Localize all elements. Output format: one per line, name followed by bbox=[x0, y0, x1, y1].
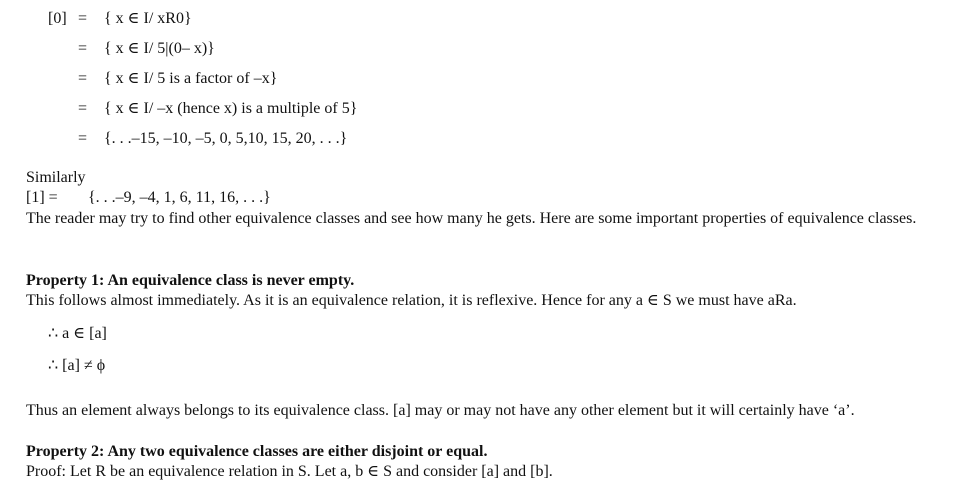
equation-rhs: { x ∈ I/ xR0} bbox=[104, 10, 192, 27]
property-2-heading: Property 2: Any two equivalence classes are either disjoint or equal. bbox=[26, 443, 488, 460]
equals-sign: = bbox=[78, 100, 88, 117]
similarly-text: Similarly bbox=[26, 169, 86, 186]
equivalence-class-derivation bbox=[48, 7, 358, 157]
equation-line bbox=[48, 127, 348, 157]
equation-line bbox=[48, 97, 358, 127]
property-2-text: Proof: Let R be an equivalence relation in S. Let a, b ∈ S and consider [a] and [b]. bbox=[26, 463, 553, 480]
equation-rhs: { x ∈ I/ –x (hence x) is a multiple of 5} bbox=[104, 100, 358, 117]
equals-sign: = bbox=[78, 130, 88, 147]
equation-lhs: [0] bbox=[48, 10, 67, 27]
class-one-set: {. . .–9, –4, 1, 6, 11, 16, . . .} bbox=[88, 189, 271, 206]
equals-sign: = bbox=[78, 10, 88, 27]
therefore-step-1: ∴ a ∈ [a] bbox=[48, 325, 107, 342]
equals-sign: = bbox=[78, 40, 88, 57]
class-one-label: [1] = bbox=[26, 189, 58, 206]
property-1-conclusion: Thus an element always belongs to its equivalence class. [a] may or may not have any other element but it will certainly have ‘a’. bbox=[26, 402, 855, 419]
equation-rhs: { x ∈ I/ 5|(0– x)} bbox=[104, 40, 215, 57]
property-1-heading: Property 1: An equivalence class is never empty. bbox=[26, 272, 355, 289]
equation-rhs: {. . .–15, –10, –5, 0, 5,10, 15, 20, . . .} bbox=[104, 130, 348, 147]
equation-line bbox=[48, 67, 278, 97]
equation-line bbox=[48, 7, 192, 37]
intro-paragraph: The reader may try to find other equivalence classes and see how many he gets. Here are some important properties of equivalence classes. bbox=[26, 210, 917, 227]
class-one-line bbox=[26, 188, 271, 208]
equals-sign: = bbox=[78, 70, 88, 87]
equation-line bbox=[48, 37, 215, 67]
property-1-text: This follows almost immediately. As it is an equivalence relation, it is reflexive. Hence for any a ∈ S we must have aRa. bbox=[26, 292, 797, 309]
equation-rhs: { x ∈ I/ 5 is a factor of –x} bbox=[104, 70, 278, 87]
therefore-step-2: ∴ [a] ≠ ϕ bbox=[48, 357, 106, 374]
